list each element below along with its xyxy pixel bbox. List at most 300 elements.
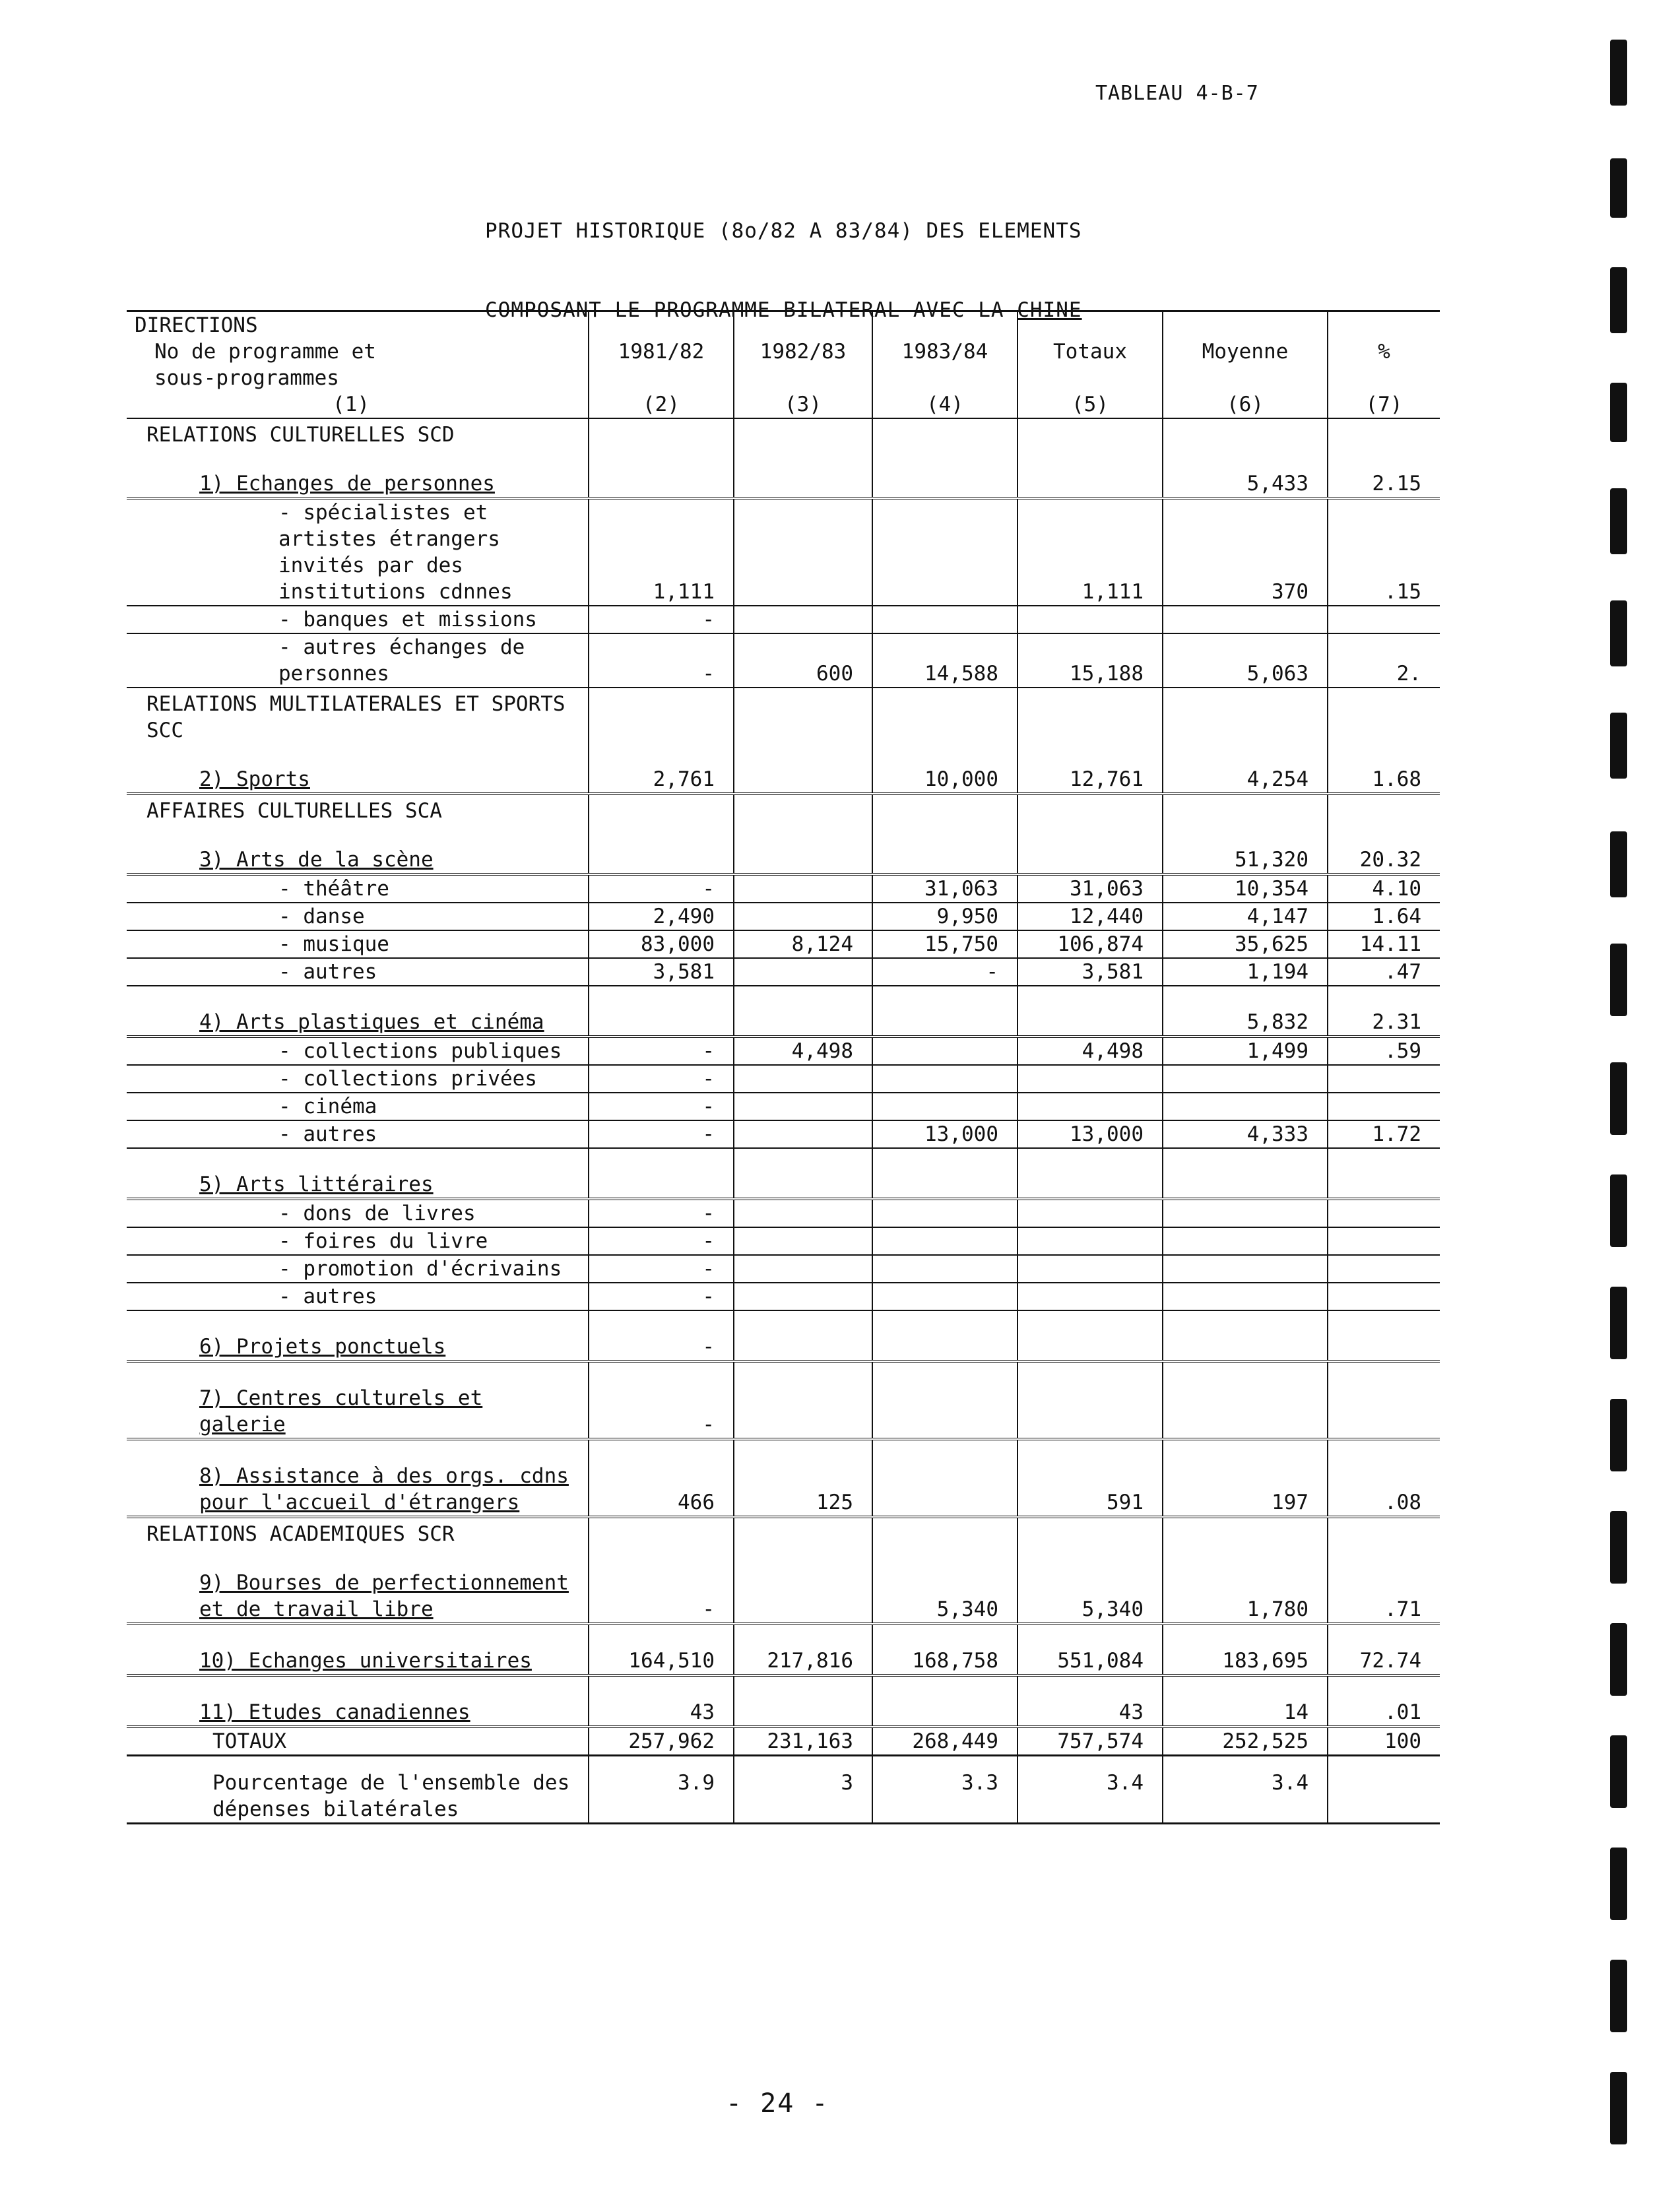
- row-value-col-7: [1328, 1093, 1440, 1120]
- header-num: (2): [643, 393, 680, 416]
- row-value-col-7: [1328, 1756, 1440, 1824]
- row-value-col-5: 1,111: [1018, 498, 1163, 606]
- table-row: [127, 986, 1440, 1037]
- row-value-col-2: -: [589, 1093, 734, 1120]
- row-value-col-7: [1328, 1283, 1440, 1310]
- binding-mark: [1610, 831, 1627, 897]
- row-label: RELATIONS CULTURELLES SCD: [146, 423, 455, 447]
- row-value-col-7: 2.: [1328, 633, 1440, 688]
- row-value-col-6: 1,194: [1163, 958, 1328, 986]
- row-value-col-3: [734, 1310, 872, 1361]
- row-value-col-3: 4,498: [734, 1037, 872, 1065]
- row-value-col-5: 757,574: [1018, 1727, 1163, 1756]
- table-row: [127, 498, 1440, 606]
- row-value-col-3: [734, 986, 872, 1037]
- row-value-col-3: [734, 1361, 872, 1439]
- table-row: [127, 1227, 1440, 1255]
- header-num: (3): [785, 393, 822, 416]
- row-value-col-4: [872, 1439, 1018, 1517]
- row-value-col-4: [872, 688, 1018, 744]
- row-label: TOTAUX: [127, 1727, 589, 1756]
- row-value-col-3: [734, 1227, 872, 1255]
- table-row: [127, 688, 1440, 744]
- row-value-col-5: 3.4: [1018, 1756, 1163, 1824]
- row-value-col-2: -: [589, 1361, 734, 1439]
- row-value-col-3: 3: [734, 1756, 872, 1824]
- row-value-col-3: [734, 418, 872, 448]
- header-label: 1983/84: [901, 340, 988, 364]
- row-value-col-7: 4.10: [1328, 874, 1440, 903]
- row-label: - théâtre: [127, 874, 589, 903]
- row-value-col-7: [1328, 418, 1440, 448]
- row-value-col-5: 3,581: [1018, 958, 1163, 986]
- row-value-col-3: [734, 1199, 872, 1227]
- row-value-col-2: -: [589, 633, 734, 688]
- row-value-col-6: 10,354: [1163, 874, 1328, 903]
- row-value-col-7: 14.11: [1328, 930, 1440, 958]
- row-value-col-6: [1163, 1148, 1328, 1199]
- header-col-1983-84: [872, 311, 1018, 419]
- row-label: - musique: [127, 930, 589, 958]
- binding-mark: [1610, 158, 1627, 218]
- row-value-col-7: .47: [1328, 958, 1440, 986]
- row-label: RELATIONS MULTILATERALES ET SPORTS SCC: [146, 692, 565, 742]
- table-row: [127, 1439, 1440, 1517]
- row-value-col-3: [734, 958, 872, 986]
- table-row: [127, 1148, 1440, 1199]
- row-value-col-3: [734, 794, 872, 824]
- binding-mark: [1610, 944, 1627, 1016]
- row-label: - promotion d'écrivains: [127, 1255, 589, 1283]
- row-value-col-4: [872, 1199, 1018, 1227]
- row-value-col-7: [1328, 794, 1440, 824]
- table-row: [127, 633, 1440, 688]
- row-value-col-2: 2,490: [589, 903, 734, 930]
- row-value-col-2: [589, 1517, 734, 1547]
- header-num: (6): [1227, 393, 1264, 416]
- row-value-col-7: [1328, 688, 1440, 744]
- row-value-col-6: [1163, 1199, 1328, 1227]
- row-value-col-6: 1,780: [1163, 1547, 1328, 1624]
- table-row: [127, 418, 1440, 448]
- row-value-col-3: [734, 1547, 872, 1624]
- row-value-col-4: [872, 418, 1018, 448]
- row-value-col-3: [734, 903, 872, 930]
- row-value-col-2: [589, 418, 734, 448]
- row-value-col-7: [1328, 1227, 1440, 1255]
- row-value-col-7: 20.32: [1328, 824, 1440, 874]
- row-value-col-5: 12,440: [1018, 903, 1163, 930]
- row-value-col-2: [589, 824, 734, 874]
- row-value-col-4: [872, 1255, 1018, 1283]
- row-value-col-5: [1018, 1310, 1163, 1361]
- header-num: (7): [1365, 393, 1403, 416]
- row-value-col-2: -: [589, 1283, 734, 1310]
- row-value-col-7: [1328, 1310, 1440, 1361]
- row-value-col-3: [734, 1255, 872, 1283]
- row-value-col-5: [1018, 418, 1163, 448]
- row-value-col-5: [1018, 986, 1163, 1037]
- row-value-col-6: [1163, 1517, 1328, 1547]
- table-row: [127, 1283, 1440, 1310]
- row-value-col-5: [1018, 824, 1163, 874]
- row-value-col-2: 1,111: [589, 498, 734, 606]
- row-value-col-5: [1018, 1199, 1163, 1227]
- binding-mark: [1610, 1399, 1627, 1471]
- header-label: %: [1378, 340, 1390, 364]
- row-value-col-2: 83,000: [589, 930, 734, 958]
- header-col-percent: [1328, 311, 1440, 419]
- title-line-2-prefix: COMPOSANT LE PROGRAMME BILATERAL AVEC LA: [485, 298, 1018, 322]
- row-value-col-6: 183,695: [1163, 1624, 1328, 1675]
- row-value-col-3: [734, 1093, 872, 1120]
- row-value-col-7: .08: [1328, 1439, 1440, 1517]
- header-row: [127, 311, 1440, 419]
- row-value-col-6: [1163, 606, 1328, 633]
- row-value-col-4: 15,750: [872, 930, 1018, 958]
- row-value-col-6: 3.4: [1163, 1756, 1328, 1824]
- row-value-col-4: [872, 606, 1018, 633]
- row-value-col-6: [1163, 1065, 1328, 1093]
- row-value-col-4: [872, 1517, 1018, 1547]
- row-label: 1) Echanges de personnes: [127, 448, 589, 498]
- row-value-col-6: [1163, 1255, 1328, 1283]
- row-value-col-3: [734, 744, 872, 794]
- row-value-col-4: [872, 986, 1018, 1037]
- header-num: (4): [926, 393, 963, 416]
- row-value-col-4: 5,340: [872, 1547, 1018, 1624]
- row-value-col-7: [1328, 1199, 1440, 1227]
- row-value-col-6: [1163, 1310, 1328, 1361]
- row-value-col-3: [734, 1120, 872, 1148]
- row-value-col-7: [1328, 1255, 1440, 1283]
- binding-mark: [1610, 600, 1627, 666]
- table-row: [127, 1037, 1440, 1065]
- row-value-col-7: [1328, 1065, 1440, 1093]
- table-row: [127, 958, 1440, 986]
- row-value-col-5: [1018, 1065, 1163, 1093]
- row-value-col-4: [872, 1310, 1018, 1361]
- row-label: 6) Projets ponctuels: [127, 1310, 589, 1361]
- table-row: [127, 824, 1440, 874]
- row-label: - banques et missions: [127, 606, 589, 633]
- row-label: - collections privées: [127, 1065, 589, 1093]
- row-value-col-7: 1.68: [1328, 744, 1440, 794]
- row-value-col-2: 2,761: [589, 744, 734, 794]
- header-label: Moyenne: [1202, 340, 1289, 364]
- row-value-col-2: [589, 986, 734, 1037]
- row-value-col-6: [1163, 688, 1328, 744]
- row-value-col-3: [734, 606, 872, 633]
- row-value-col-4: 10,000: [872, 744, 1018, 794]
- row-value-col-5: [1018, 1093, 1163, 1120]
- row-label: Pourcentage de l'ensemble des dépenses bilatérales: [127, 1756, 589, 1824]
- row-value-col-7: [1328, 1517, 1440, 1547]
- row-label: - dons de livres: [127, 1199, 589, 1227]
- row-value-col-6: 5,063: [1163, 633, 1328, 688]
- header-col-1982-83: [734, 311, 872, 419]
- header-col-1981-82: [589, 311, 734, 419]
- row-value-col-3: 8,124: [734, 930, 872, 958]
- table-row: [127, 930, 1440, 958]
- row-value-col-5: [1018, 688, 1163, 744]
- row-value-col-4: 31,063: [872, 874, 1018, 903]
- row-value-col-6: 252,525: [1163, 1727, 1328, 1756]
- row-label: - autres échanges de personnes: [127, 633, 589, 688]
- row-value-col-5: [1018, 1148, 1163, 1199]
- row-value-col-7: [1328, 1361, 1440, 1439]
- table-row: [127, 1675, 1440, 1727]
- row-value-col-5: [1018, 1361, 1163, 1439]
- header-col-totaux: [1018, 311, 1163, 419]
- row-label: 9) Bourses de perfectionnement et de travail libre: [127, 1547, 589, 1624]
- row-value-col-3: 231,163: [734, 1727, 872, 1756]
- table-row: [127, 1310, 1440, 1361]
- row-value-col-7: 72.74: [1328, 1624, 1440, 1675]
- row-value-col-3: [734, 1065, 872, 1093]
- row-label: 11) Etudes canadiennes: [127, 1675, 589, 1727]
- title-country: CHINE: [1017, 298, 1082, 322]
- row-value-col-6: [1163, 418, 1328, 448]
- row-value-col-4: [872, 1065, 1018, 1093]
- row-value-col-7: 2.31: [1328, 986, 1440, 1037]
- row-value-col-5: [1018, 1227, 1163, 1255]
- header-num: (5): [1072, 393, 1109, 416]
- row-value-col-6: 1,499: [1163, 1037, 1328, 1065]
- row-value-col-6: 4,254: [1163, 744, 1328, 794]
- row-value-col-4: [872, 794, 1018, 824]
- binding-mark: [1610, 1735, 1627, 1808]
- row-value-col-4: 268,449: [872, 1727, 1018, 1756]
- page-number: - 24 -: [726, 2088, 829, 2119]
- row-value-col-4: [872, 1093, 1018, 1120]
- binding-mark: [1610, 1960, 1627, 2032]
- row-value-col-2: [589, 688, 734, 744]
- row-label: 8) Assistance à des orgs. cdns pour l'accueil d'étrangers: [127, 1439, 589, 1517]
- table-row: [127, 1547, 1440, 1624]
- table-row: [127, 1120, 1440, 1148]
- header-col-num: (1): [333, 393, 370, 416]
- row-value-col-4: -: [872, 958, 1018, 986]
- header-subprograms: sous-programmes: [154, 366, 339, 390]
- row-value-col-4: 14,588: [872, 633, 1018, 688]
- binding-mark: [1610, 1174, 1627, 1247]
- row-value-col-6: 370: [1163, 498, 1328, 606]
- row-value-col-2: -: [589, 1227, 734, 1255]
- row-value-col-5: 15,188: [1018, 633, 1163, 688]
- row-value-col-3: 600: [734, 633, 872, 688]
- row-value-col-2: 43: [589, 1675, 734, 1727]
- row-value-col-4: 9,950: [872, 903, 1018, 930]
- table-row: [127, 606, 1440, 633]
- row-value-col-2: -: [589, 1310, 734, 1361]
- binding-mark: [1610, 1848, 1627, 1920]
- row-value-col-7: .59: [1328, 1037, 1440, 1065]
- row-label: 2) Sports: [127, 744, 589, 794]
- row-value-col-3: [734, 1283, 872, 1310]
- row-value-col-2: -: [589, 606, 734, 633]
- table-row: [127, 874, 1440, 903]
- row-value-col-6: [1163, 1361, 1328, 1439]
- table-row: [127, 1361, 1440, 1439]
- row-value-col-3: [734, 688, 872, 744]
- row-value-col-7: .71: [1328, 1547, 1440, 1624]
- row-value-col-3: [734, 874, 872, 903]
- table-row: [127, 1624, 1440, 1675]
- row-value-col-3: 217,816: [734, 1624, 872, 1675]
- row-value-col-6: [1163, 1093, 1328, 1120]
- row-label: 5) Arts littéraires: [127, 1148, 589, 1199]
- row-value-col-7: [1328, 1148, 1440, 1199]
- row-value-col-4: [872, 1675, 1018, 1727]
- table-row: [127, 1065, 1440, 1093]
- row-value-col-6: 4,333: [1163, 1120, 1328, 1148]
- row-value-col-5: 31,063: [1018, 874, 1163, 903]
- row-value-col-7: 1.72: [1328, 1120, 1440, 1148]
- table-row: [127, 1756, 1440, 1824]
- row-value-col-3: [734, 448, 872, 498]
- row-value-col-4: [872, 448, 1018, 498]
- row-value-col-5: [1018, 1283, 1163, 1310]
- row-value-col-4: [872, 1283, 1018, 1310]
- row-value-col-2: 466: [589, 1439, 734, 1517]
- row-value-col-6: [1163, 1283, 1328, 1310]
- row-value-col-5: 106,874: [1018, 930, 1163, 958]
- binding-mark: [1610, 2072, 1627, 2144]
- row-value-col-2: -: [589, 1547, 734, 1624]
- row-value-col-6: 5,433: [1163, 448, 1328, 498]
- row-label: - collections publiques: [127, 1037, 589, 1065]
- row-value-col-4: [872, 1227, 1018, 1255]
- header-label: Totaux: [1053, 340, 1127, 364]
- row-value-col-2: -: [589, 1065, 734, 1093]
- row-value-col-6: 14: [1163, 1675, 1328, 1727]
- table-row: [127, 1517, 1440, 1547]
- row-value-col-5: [1018, 606, 1163, 633]
- row-label: 10) Echanges universitaires: [127, 1624, 589, 1675]
- row-value-col-7: 1.64: [1328, 903, 1440, 930]
- binding-mark: [1610, 713, 1627, 779]
- row-value-col-6: [1163, 1227, 1328, 1255]
- binding-mark: [1610, 383, 1627, 442]
- binding-mark: [1610, 488, 1627, 554]
- row-label: - autres: [127, 1120, 589, 1148]
- header-col-directions: [127, 311, 589, 419]
- row-value-col-5: [1018, 448, 1163, 498]
- row-value-col-5: [1018, 1517, 1163, 1547]
- row-value-col-2: -: [589, 1199, 734, 1227]
- row-value-col-2: 257,962: [589, 1727, 734, 1756]
- row-value-col-4: [872, 1361, 1018, 1439]
- table-row: [127, 1727, 1440, 1756]
- row-value-col-7: .15: [1328, 498, 1440, 606]
- row-value-col-5: 13,000: [1018, 1120, 1163, 1148]
- row-value-col-3: [734, 1517, 872, 1547]
- row-value-col-4: [872, 1037, 1018, 1065]
- row-value-col-7: [1328, 606, 1440, 633]
- table-row: [127, 794, 1440, 824]
- row-value-col-2: [589, 794, 734, 824]
- row-value-col-5: 5,340: [1018, 1547, 1163, 1624]
- row-label: - autres: [127, 958, 589, 986]
- header-label: 1982/83: [759, 340, 847, 364]
- row-value-col-6: 51,320: [1163, 824, 1328, 874]
- row-value-col-2: 3,581: [589, 958, 734, 986]
- row-value-col-3: 125: [734, 1439, 872, 1517]
- row-label: 4) Arts plastiques et cinéma: [127, 986, 589, 1037]
- row-value-col-2: -: [589, 874, 734, 903]
- table-row: [127, 903, 1440, 930]
- program-table: [127, 310, 1440, 1824]
- row-value-col-3: [734, 1675, 872, 1727]
- table-row: [127, 1199, 1440, 1227]
- row-value-col-2: [589, 448, 734, 498]
- row-value-col-4: [872, 824, 1018, 874]
- binding-mark: [1610, 1287, 1627, 1359]
- row-label: - danse: [127, 903, 589, 930]
- row-label: 3) Arts de la scène: [127, 824, 589, 874]
- row-value-col-5: 12,761: [1018, 744, 1163, 794]
- header-program-no: No de programme et: [154, 340, 376, 364]
- row-value-col-2: -: [589, 1120, 734, 1148]
- title-line-1: PROJET HISTORIQUE (8o/82 A 83/84) DES ELEMENTS: [485, 219, 1082, 243]
- row-value-col-6: 5,832: [1163, 986, 1328, 1037]
- row-value-col-2: -: [589, 1037, 734, 1065]
- binding-mark: [1610, 1062, 1627, 1135]
- row-value-col-5: [1018, 794, 1163, 824]
- row-value-col-4: 3.3: [872, 1756, 1018, 1824]
- table-row: [127, 1093, 1440, 1120]
- row-value-col-3: [734, 1148, 872, 1199]
- binding-mark: [1610, 40, 1627, 106]
- row-value-col-2: 164,510: [589, 1624, 734, 1675]
- row-value-col-4: 168,758: [872, 1624, 1018, 1675]
- row-value-col-5: 43: [1018, 1675, 1163, 1727]
- header-directions: DIRECTIONS: [135, 313, 258, 337]
- table-row: [127, 1255, 1440, 1283]
- row-value-col-7: 2.15: [1328, 448, 1440, 498]
- header-label: 1981/82: [618, 340, 705, 364]
- row-label: 7) Centres culturels et galerie: [127, 1361, 589, 1439]
- binding-mark: [1610, 1511, 1627, 1584]
- table-row: [127, 448, 1440, 498]
- row-value-col-3: [734, 498, 872, 606]
- binding-marks: [1610, 0, 1650, 2186]
- table-reference: TABLEAU 4-B-7: [1095, 82, 1259, 105]
- row-label: - foires du livre: [127, 1227, 589, 1255]
- row-value-col-6: 35,625: [1163, 930, 1328, 958]
- binding-mark: [1610, 1623, 1627, 1696]
- row-value-col-2: 3.9: [589, 1756, 734, 1824]
- row-value-col-4: [872, 498, 1018, 606]
- row-value-col-3: [734, 824, 872, 874]
- row-value-col-6: 4,147: [1163, 903, 1328, 930]
- row-value-col-5: 591: [1018, 1439, 1163, 1517]
- row-label: - autres: [127, 1283, 589, 1310]
- row-label: AFFAIRES CULTURELLES SCA: [146, 799, 442, 823]
- row-value-col-7: 100: [1328, 1727, 1440, 1756]
- row-label: - spécialistes et artistes étrangers invités par des institutions cdnnes: [127, 498, 589, 606]
- row-value-col-2: -: [589, 1255, 734, 1283]
- row-value-col-4: 13,000: [872, 1120, 1018, 1148]
- row-label: - cinéma: [127, 1093, 589, 1120]
- row-value-col-6: 197: [1163, 1439, 1328, 1517]
- row-value-col-4: [872, 1148, 1018, 1199]
- row-value-col-5: 551,084: [1018, 1624, 1163, 1675]
- row-value-col-2: [589, 1148, 734, 1199]
- row-value-col-5: 4,498: [1018, 1037, 1163, 1065]
- binding-mark: [1610, 267, 1627, 333]
